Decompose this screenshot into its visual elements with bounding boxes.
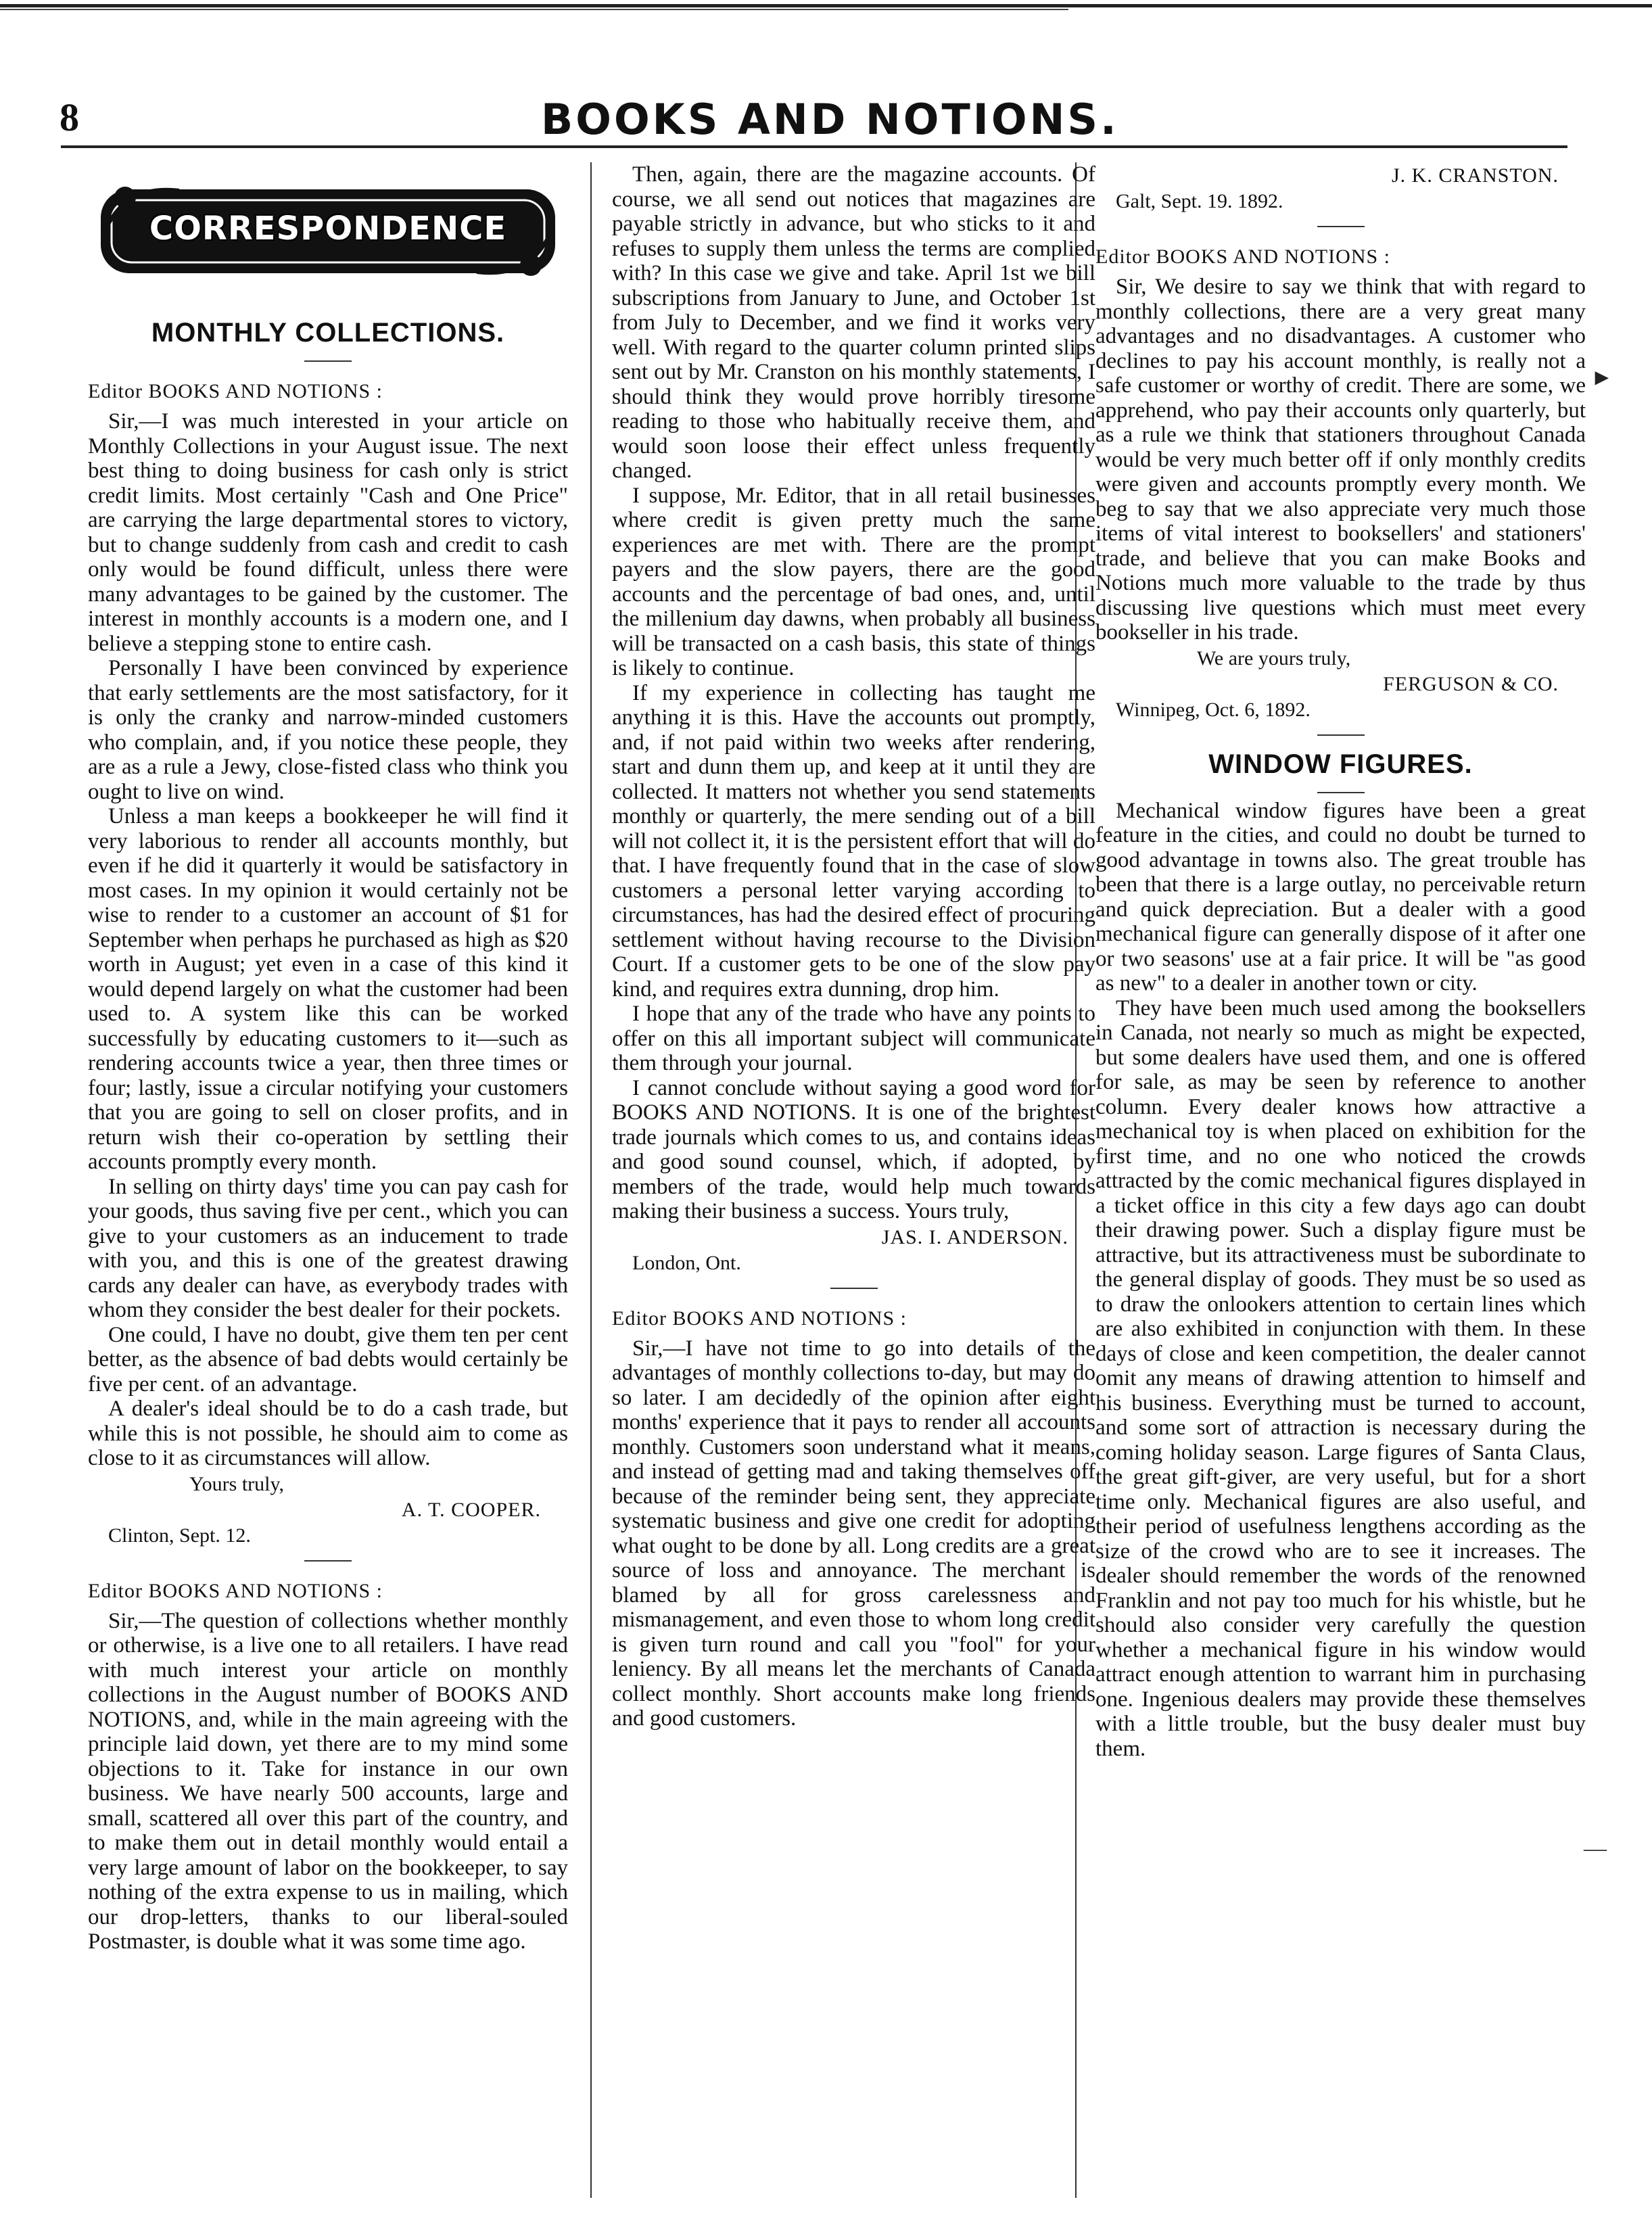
letter2-place-date: London, Ont. — [632, 1251, 741, 1274]
letter-divider — [830, 1288, 878, 1289]
article-title-window-figures: WINDOW FIGURES. — [1208, 749, 1473, 779]
publication-title: BOOKS AND NOTIONS. — [541, 95, 1119, 144]
letter4-closing: We are yours truly, — [1197, 647, 1351, 670]
letter1-paragraph: One could, I have no doubt, give them ten per cent better, as the absence of bad debts would certainly be five per cent. of an advantage. — [88, 1322, 568, 1397]
letter1-paragraph: A dealer's ideal should be to do a cash trade, but while this is not possible, he should aim to come as close to it as circumstances will allow. — [88, 1397, 568, 1470]
letter4-signature: FERGUSON & CO. — [1383, 672, 1559, 695]
top-border-rule-thin — [0, 9, 1068, 10]
letter4-place-date: Winnipeg, Oct. 6, 1892. — [1116, 698, 1311, 721]
window-figures-paragraph: Mechanical window figures have been a great feature in the cities, and could no doubt be turned to good advantage in towns also. The great trouble has been that there is a large outlay, no perceivable return and quick depreciation. But a dealer with a good mechanical figure can generally dispose of it after one or two seasons' use at a fair price. It will be "as good as new" to a dealer in another town or city. — [1095, 798, 1586, 995]
letter1-paragraph: Personally I have been convinced by experience that early settlements are the most satisfactory, for it is only the cranky and narrow-minded customers who complain, and, if you notice these people, they are as a rule a Jewy, close-fisted class who think you ought to live on wind. — [88, 656, 568, 804]
letter2-paragraph: I hope that any of the trade who have any points to offer on this all important subject will communicate them through your journal. — [612, 1002, 1095, 1075]
letter1-paragraph: Unless a man keeps a bookkeeper he will find it very laborious to render all accounts monthly, but even if he did it quarterly it would be satisfactory in most cases. In my opinion it would certainly not be wise to render to a customer an account of $1 for September when perhaps he purchased as high as $20 worth in August; yet even in a case of this kind it would depend largely on what the customer had been used to. A system like this can be worked successfully by educating customers to it—such as rendering accounts twice a year, then three times or four; lastly, issue a circular notifying your customers that you are going to sell on closer profits, and in return wish their co-operation by settling their accounts promptly every month. — [88, 804, 568, 1174]
title-divider — [1317, 792, 1365, 793]
letter3-salutation: Editor BOOKS AND NOTIONS : — [612, 1307, 907, 1330]
letter1-place-date: Clinton, Sept. 12. — [108, 1524, 251, 1547]
header-rule — [61, 145, 1567, 148]
title-divider — [304, 360, 352, 362]
letter3-signature: J. K. CRANSTON. — [1392, 164, 1559, 187]
correspondence-banner — [98, 170, 558, 292]
margin-dash-icon: — — [1584, 1836, 1607, 1861]
letter2-paragraph: I cannot conclude without saying a good word for BOOKS AND NOTIONS. It is one of the brightest trade journals which comes to us, and contains ideas and good sound counsel, which, if adopted, by members of the trade, would help much towards making their business a success. Yours truly, — [612, 1075, 1095, 1223]
column-divider-1 — [590, 162, 592, 2198]
article-title-monthly-collections: MONTHLY COLLECTIONS. — [151, 318, 505, 348]
letter1-paragraph: Sir,—I was much interested in your article on Monthly Collections in your August issue. The next best thing to doing business for cash only is strict credit limits. Most certainly "Cash and One Price" are carrying the large departmental stores to victory, but to change suddenly from cash and credit to cash only would be found difficult, unless there were many advantages to be gained by the customer. The interest in monthly accounts is a modern one, and I believe a stepping stone to entire cash. — [88, 409, 568, 656]
letter4-paragraph: Sir, We desire to say we think that with regard to monthly collections, there are a very great many advantages and no disadvantages. A customer who declines to pay his account monthly, is really not a safe customer or worthy of credit. There are some, we apprehend, who pay their accounts only quarterly, but as a rule we think that stationers throughout Canada would be very much better off if only monthly credits were given and accounts promptly every month. We beg to say that we also appreciate very much those items of vital interest to booksellers' and stationers' trade, and believe that you can make Books and Notions much more valuable to the trade by thus discussing live questions which must meet every bookseller in his trade. — [1095, 275, 1586, 644]
article-divider — [1317, 734, 1365, 736]
letter4-salutation: Editor BOOKS AND NOTIONS : — [1095, 245, 1391, 268]
letter2-paragraph: Sir,—The question of collections whether monthly or otherwise, is a live one to all retailers. I have read with much interest your article on monthly collections in the August number of BOOKS AND NOTIONS, and, while in the main agreeing with the principle laid down, yet there are to my mind some objections to it. Take for instance in our own business. We have nearly 500 accounts, large and small, scattered all over this part of the country, and to make them out in detail monthly would entail a very large amount of labor on the bookkeeper, to say nothing of the extra expense to us in mailing, which our drop-letters, thanks to our liberal-souled Postmaster, is double what it was some time ago. — [88, 1608, 568, 1954]
letter3-place-date: Galt, Sept. 19. 1892. — [1116, 190, 1283, 212]
letter2-signature: JAS. I. ANDERSON. — [881, 1225, 1068, 1248]
column-2 — [612, 162, 1095, 2202]
letter1-paragraph: In selling on thirty days' time you can pay cash for your goods, thus saving five per cent., which you can give to your customers as an inducement to trade with you, and this is one of the greatest drawing cards any dealer can have, as everybody trades with whom they consider the best dealer for their pockets. — [88, 1174, 568, 1322]
letter1-signature: A. T. COOPER. — [401, 1498, 541, 1521]
top-border-rule — [0, 4, 1652, 7]
letter2-paragraph: Then, again, there are the magazine accounts. Of course, we all send out notices that magazines are payable strictly in advance, but who sticks to it and refuses to supply them unless the terms are complied with? In this case we give and take. April 1st we bill subscriptions from January to June, and October 1st from July to December, and we find it works very well. With regard to the quarter column printed slips sent out by Mr. Cranston on his monthly statements, I should think they would prove horribly tiresome reading to those who habitually receive them, and would soon loose their effect unless frequently changed. — [612, 162, 1095, 483]
column-1 — [88, 162, 568, 2202]
letter-divider — [1317, 226, 1365, 227]
letter1-closing: Yours truly, — [189, 1472, 285, 1495]
column-3 — [1095, 162, 1586, 2202]
letter-divider — [304, 1560, 352, 1562]
letter3-paragraph: Sir,—I have not time to go into details of the advantages of monthly collections to-day, but may do so later. I am decidedly of the opinion after eight months' experience that it pays to render all accounts monthly. Customers soon understand what it means, and instead of getting mad and taking themselves off because of the reminder being sent, they appreciate systematic business and give one credit for adopting what ought to be done by all. Long credits are a great source of loss and annoyance. The merchant is blamed by all for gross carelessness and mismanagement, and even those to whom long credit is given turn round and call you "fool" for your leniency. By all means let the merchants of Canada collect monthly. Short accounts make long friends and good customers. — [612, 1336, 1095, 1731]
page-number: 8 — [60, 95, 79, 139]
window-figures-paragraph: They have been much used among the booksellers in Canada, not nearly so much as might be expected, but some dealers have used them, and one is offered for sale, as may be seen by reference to another column. Every dealer knows how attractive a mechanical toy is when placed on exhibition for the first time, and no one who noticed the crowds attracted by the comic mechanical figures displayed in a ticket office in this city a few days ago can doubt their drawing power. Such a display figure must be attractive, but its attractiveness must be subordinate to the general display of goods. They must be so used as to draw the onlookers attention to certain lines which are also exhibited in conjunction with them. In these days of close and keen competition, the dealer cannot omit any means of drawing attention to himself and his business. Everything must be turned to account, and some sort of attraction is necessary during the coming holiday season. Large figures of Santa Claus, the great gift-giver, are very useful, but for a short time only. Mechanical figures are also useful, and their period of usefulness lengthens according as the size of the crowd who are to see it increases. The dealer should remember the words of the renowned Franklin and not pay too much for his whistle, but he should also consider very carefully the question whether a mechanical figure in his window would attract enough attention to warrant him in purchasing one. Ingenious dealers may provide these themselves with a little trouble, but the busy dealer must buy them. — [1095, 995, 1586, 1761]
margin-arrow-icon: ► — [1590, 365, 1613, 390]
letter2-paragraph: If my experience in collecting has taught me anything it is this. Have the accounts out promptly, and, if not paid within two weeks after rendering, start and dunn them up, and keep at it until they are collected. It matters not whether you send statements monthly or quarterly, the mere sending out of a bill will not collect it, it is the persistent effort that will do that. I have frequently found that in the case of slow customers a personal letter varying according to circumstances, has had the desired effect of procuring settlement without having recourse to the Division Court. If a customer gets to be one of the slow pay kind, and requires extra dunning, drop him. — [612, 680, 1095, 1002]
letter2-paragraph: I suppose, Mr. Editor, that in all retail businesses where credit is given pretty much the same experiences are met with. There are the prompt payers and the slow payers, there are the good accounts and the percentage of bad ones, and, until the millenium day dawns, when probably all business will be transacted on a cash basis, this state of things is likely to continue. — [612, 483, 1095, 680]
letter2-salutation: Editor BOOKS AND NOTIONS : — [88, 1579, 383, 1602]
letter1-salutation: Editor BOOKS AND NOTIONS : — [88, 380, 383, 402]
banner-text: CORRESPONDENCE — [149, 210, 507, 248]
